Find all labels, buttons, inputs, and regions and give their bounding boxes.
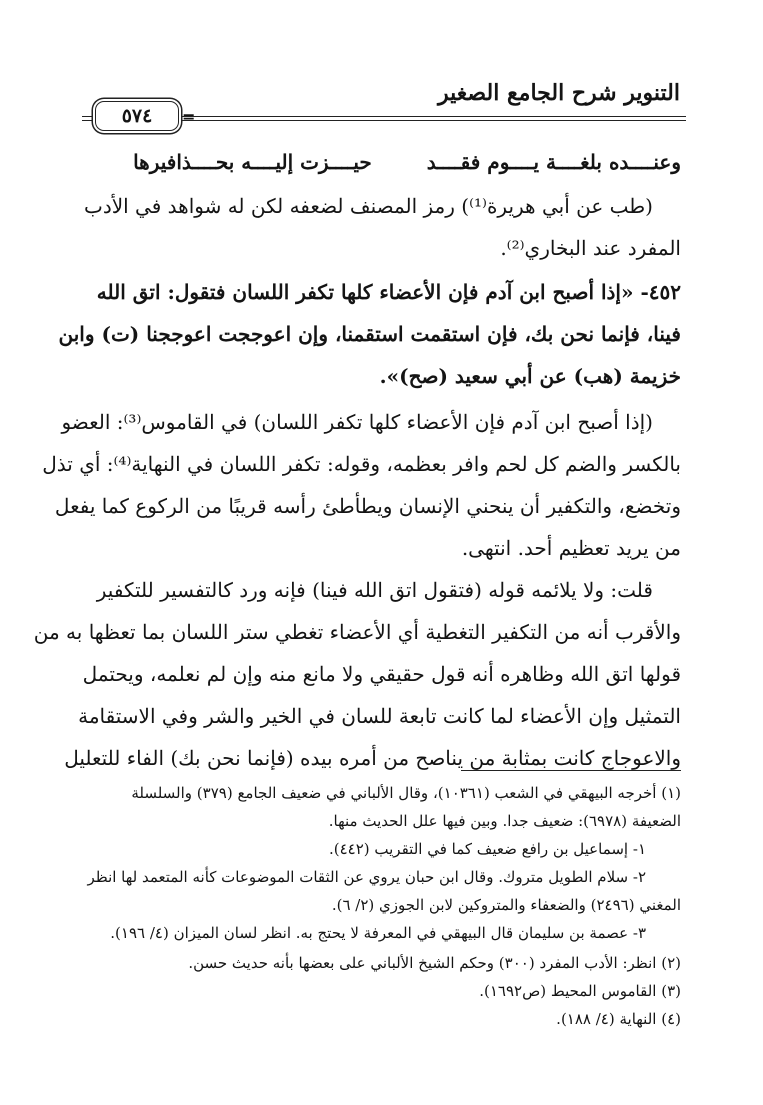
poetry-line (82, 150, 681, 174)
footnote-line: ١- إسماعيل بن رافع ضعيف كما في التقريب (٤٤٢). (328, 840, 646, 858)
poetry-hemistich-2: حيــــزت إليــــه بحــــذافيرها (133, 150, 372, 174)
page-number-box (95, 101, 179, 131)
hadith-line: فينا، فإنما نحن بك، فإن استقمت استقمنا، وإن اعوججت اعوججنا (ت) وابن (58, 322, 681, 346)
body-line: (طب عن أبي هريرة⁽¹⁾) رمز المصنف لضعفه لكن له شواهد في الأدب (84, 194, 653, 218)
footnote-line: (١) أخرجه البيهقي في الشعب (١٠٣٦١)، وقال الألباني في ضعيف الجامع (٣٧٩) والسلسلة (131, 784, 681, 802)
body-line: قولها اتق الله وظاهره أنه قول حقيقي ولا مانع منه وإن لم نعلمه، ويحتمل (82, 662, 681, 686)
footnote-line: ٢- سلام الطويل متروك. وقال ابن حبان يروي عن الثقات الموضوعات كأنه المتعمد لها انظر (87, 868, 646, 886)
footnote-line: المغني (٢٤٩٦) والضعفاء والمتروكين لابن الجوزي (٢/ ٦). (331, 896, 681, 914)
page-number-ornament: = (182, 107, 196, 126)
footnote-line: الضعيفة (٦٩٧٨): ضعيف جدا. وبين فيها علل الحديث منها. (328, 812, 681, 830)
body-line: قلت: ولا يلائمه قوله (فتقول اتق الله فينا) فإنه ورد كالتفسير للتكفير (96, 578, 653, 602)
hadith-line: ٤٥٢- «إذا أصبح ابن آدم فإن الأعضاء كلها تكفر اللسان فتقول: اتق الله (96, 280, 681, 304)
footnote-line: ٣- عصمة بن سليمان قال البيهقي في المعرفة لا يحتج به. انظر لسان الميزان (٤/ ١٩٦). (110, 924, 646, 942)
running-title: التنوير شرح الجامع الصغير (438, 80, 680, 106)
body-line: والاعوجاج كانت بمثابة من يناصح من أمره بيده (فإنما نحن بك) الفاء للتعليل (64, 746, 681, 770)
body-line: والأقرب أنه من التكفير التغطية أي الأعضاء تغطي ستر اللسان بما تعظها به من (33, 620, 681, 644)
body-line: التمثيل وإن الأعضاء لما كانت تابعة للسان في الخير والشر وفي الاستقامة (78, 704, 681, 728)
page-number: ٥٧٤ (121, 105, 153, 127)
body-line: (إذا أصبح ابن آدم فإن الأعضاء كلها تكفر اللسان) في القاموس⁽³⁾: العضو (61, 410, 653, 434)
footnote-line: (٤) النهاية (٤/ ١٨٨). (556, 1010, 681, 1028)
body-line: بالكسر والضم كل لحم وافر بعظمه، وقوله: تكفر اللسان في النهاية⁽⁴⁾: أي تذل (42, 452, 681, 476)
footnote-separator (461, 770, 681, 771)
footnote-line: (٣) القاموس المحيط (ص١٦٩٢). (479, 982, 681, 1000)
body-line: وتخضع، والتكفير أن ينحني الإنسان ويطأطئ رأسه قريبًا من الركوع كما يفعل (54, 494, 681, 518)
poetry-hemistich-1: وعنــــده بلغــــة يــــوم فقــــد (426, 150, 681, 174)
body-line: من يريد تعظيم أحد. انتهى. (461, 536, 681, 560)
footnote-line: (٢) انظر: الأدب المفرد (٣٠٠) وحكم الشيخ الألباني على بعضها بأنه حديث حسن. (188, 954, 681, 972)
hadith-line: خزيمة (هب) عن أبي سعيد (صح)». (379, 364, 681, 388)
body-line: المفرد عند البخاري⁽²⁾. (500, 236, 681, 260)
